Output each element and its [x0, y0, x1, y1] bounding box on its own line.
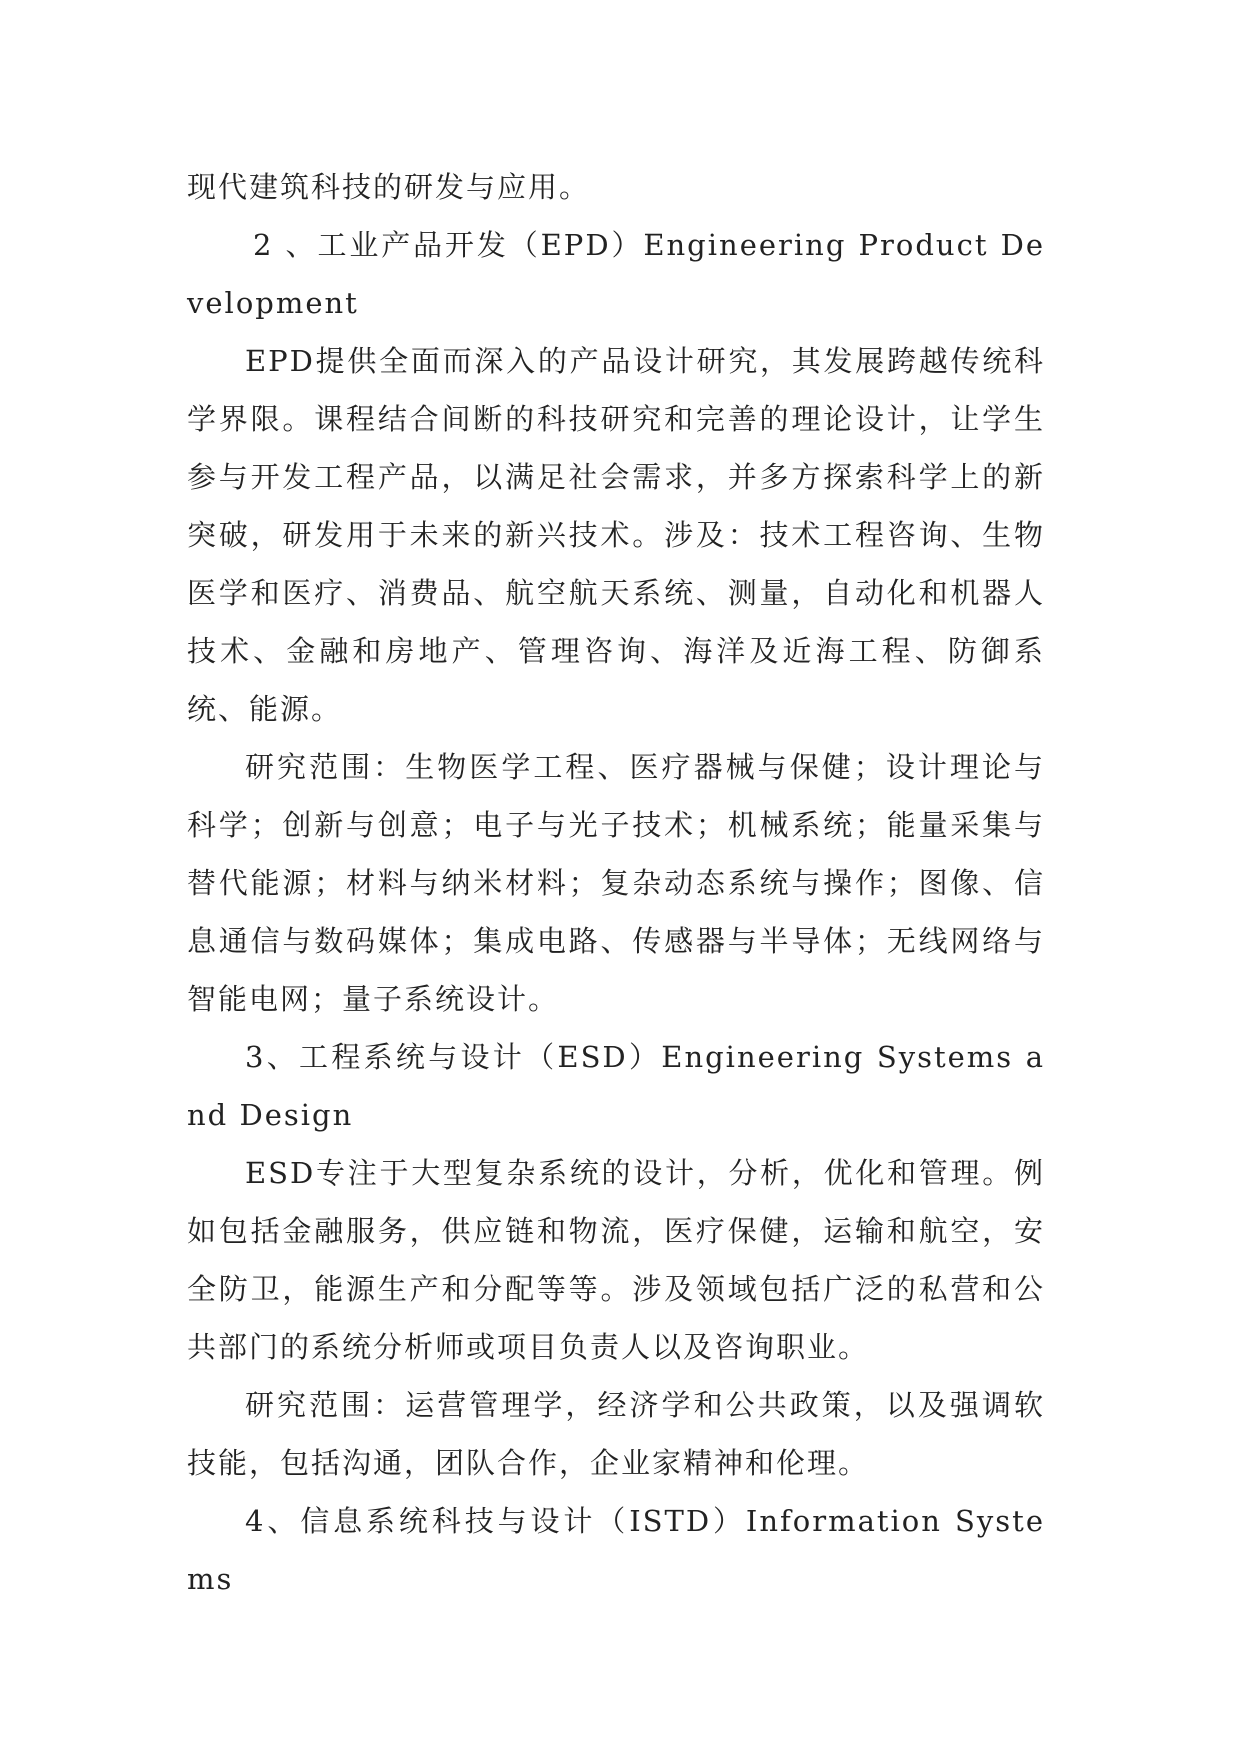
paragraph-epd-intro: EPD提供全面而深入的产品设计研究，其发展跨越传统科学界限。课程结合间断的科技研究和完善的理论设计，让学生参与开发工程产品，以满足社会需求，并多方探索科学上的新突破，研发用于未来的新兴技术。涉及：技术工程咨询、生物医学和医疗、消费品、航空航天系统、测量，自动化和机器人技术、金融和房地产、管理咨询、海洋及近海工程、防御系统、能源。: [187, 344, 1045, 726]
document-body: [187, 158, 1045, 1608]
heading-epd: 2 、工业产品开发（EPD）Engineering Product Development: [187, 228, 1045, 320]
heading-esd: 3、工程系统与设计（ESD）Engineering Systems and Design: [187, 1040, 1045, 1132]
paragraph-esd-scope: 研究范围：运营管理学，经济学和公共政策，以及强调软技能，包括沟通，团队合作，企业家精神和伦理。: [187, 1388, 1045, 1480]
paragraph-epd-scope: 研究范围：生物医学工程、医疗器械与保健；设计理论与科学；创新与创意；电子与光子技术；机械系统；能量采集与替代能源；材料与纳米材料；复杂动态系统与操作；图像、信息通信与数码媒体；集成电路、传感器与半导体；无线网络与智能电网；量子系统设计。: [187, 750, 1045, 1016]
paragraph-continuation: 现代建筑科技的研发与应用。: [187, 170, 591, 204]
paragraph-esd-intro: ESD专注于大型复杂系统的设计，分析，优化和管理。例如包括金融服务，供应链和物流，医疗保健，运输和航空，安全防卫，能源生产和分配等等。涉及领域包括广泛的私营和公共部门的系统分析师或项目负责人以及咨询职业。: [187, 1156, 1045, 1364]
heading-istd: 4、信息系统科技与设计（ISTD）Information Systems: [187, 1504, 1045, 1596]
